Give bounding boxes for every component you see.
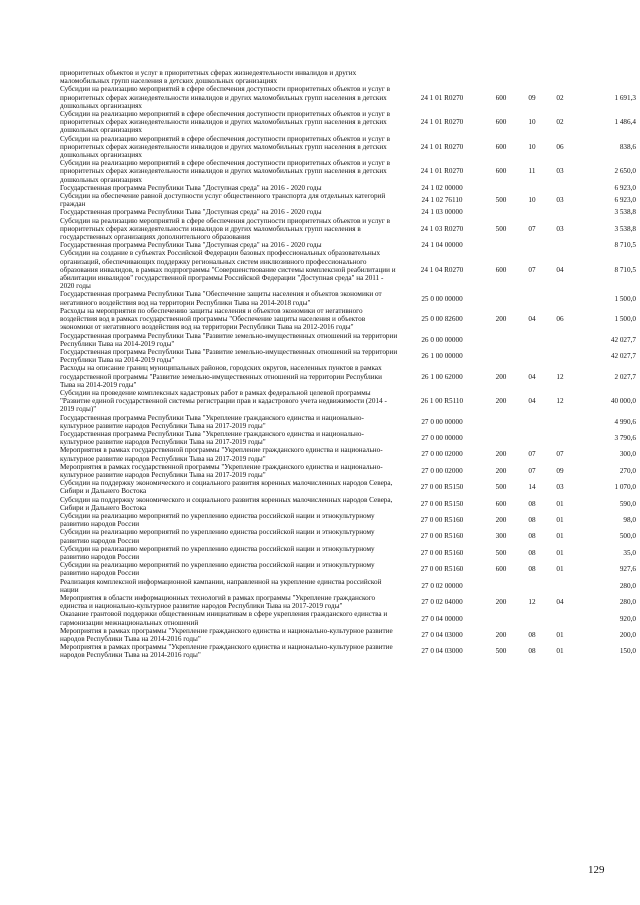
row-rz-cell: 07 (528, 265, 536, 274)
row-sum-cell: 920,0 (619, 614, 636, 623)
table-row (58, 528, 638, 544)
row-sum-cell: 150,0 (619, 647, 636, 656)
row-vr-cell: 200 (495, 516, 507, 525)
row-rz-cell: 08 (528, 532, 536, 541)
table-row (58, 627, 638, 643)
row-csr-cell: 24 1 03 R0270 (420, 224, 464, 233)
row-vr-cell: 500 (495, 647, 507, 656)
row-sum-cell: 40 000,0 (610, 397, 636, 406)
row-sum-cell: 280,0 (619, 598, 636, 607)
row-csr-cell: 27 0 00 R5160 (420, 565, 464, 574)
row-sum-cell (574, 69, 638, 85)
row-sum-cell: 500,0 (619, 532, 636, 541)
row-sum-cell: 3 790,6 (614, 434, 636, 443)
row-name-cell: Субсидии на создание в субъектах Российской Федерации базовых профессиональных образовательных организаций, обеспечивающих поддержку региональных систем инклюзивного профессионального образования инвалидов, в рамках подпрограммы "Совершенствование системы комплексной реабилитации и абилитации инвалидов" государственной программы Российской Федерации "Доступная среда" на 2011 - 2020 годы (60, 249, 396, 291)
row-rz-cell: 09 (528, 93, 536, 102)
row-sum-cell: 270,0 (619, 466, 636, 475)
row-csr-cell: 25 0 00 00000 (421, 294, 463, 303)
row-csr-cell: 27 0 00 R5150 (420, 483, 464, 492)
row-sum-cell: 42 027,7 (610, 335, 636, 344)
row-name-cell: Субсидии на поддержку экономического и социального развития коренных малочисленных народов Севера, Сибири и Дальнего Востока (60, 495, 393, 512)
row-name-cell: приоритетных объектов и услуг в приоритетных сферах жизнедеятельности инвалидов и других маломобильных групп населения в детских дошкольных организациях (60, 69, 357, 86)
row-name-cell: Оказание грантовой поддержки общественным инициативам в сфере укрепления гражданского единства и гармонизации межнациональных отношений (60, 610, 388, 627)
row-name-cell: Реализация комплексной информационной кампании, направленной на укрепление единства российской нации (60, 577, 382, 594)
row-pr-cell: 12 (556, 372, 564, 381)
row-vr-cell (484, 208, 518, 216)
row-vr-cell: 200 (495, 630, 507, 639)
row-rz-cell (518, 414, 546, 430)
row-rz-cell: 11 (528, 167, 536, 176)
row-sum-cell: 200,0 (619, 630, 636, 639)
table-row (58, 290, 638, 306)
table-row (58, 249, 638, 290)
row-vr-cell: 600 (495, 93, 507, 102)
table-row (58, 463, 638, 479)
row-csr-cell: 27 0 00 R5160 (420, 516, 464, 525)
row-name-cell: Государственная программа Республики Тыва "Обеспечение защиты населения и объектов экономики от негативного воздействия вод на территории Республики Тыва на 2014-2018 годы" (60, 290, 382, 307)
row-csr-cell: 24 1 01 R0270 (420, 118, 464, 127)
row-name-cell: Субсидии на обеспечение равной доступности услуг общественного транспорта для отдельных категорий граждан (60, 192, 386, 209)
table-row (58, 69, 638, 85)
row-pr-cell: 06 (556, 142, 564, 151)
row-vr-cell (484, 184, 518, 192)
row-pr-cell (546, 578, 574, 594)
row-pr-cell (546, 414, 574, 430)
row-pr-cell: 04 (556, 598, 564, 607)
row-rz-cell: 10 (528, 142, 536, 151)
row-pr-cell (546, 208, 574, 216)
row-vr-cell (484, 241, 518, 249)
row-sum-cell: 35,0 (623, 548, 636, 557)
row-rz-cell (518, 430, 546, 446)
row-vr-cell: 200 (495, 397, 507, 406)
row-vr-cell: 500 (495, 224, 507, 233)
row-vr-cell: 600 (495, 118, 507, 127)
row-sum-cell: 1 500,0 (614, 294, 636, 303)
row-pr-cell: 01 (556, 516, 564, 525)
row-vr-cell: 500 (495, 196, 507, 205)
row-sum-cell: 4 990,6 (614, 417, 636, 426)
row-vr-cell: 600 (495, 499, 507, 508)
row-pr-cell: 01 (556, 630, 564, 639)
row-rz-cell (518, 578, 546, 594)
row-csr-cell: 24 1 02 00000 (421, 183, 463, 192)
row-rz-cell: 04 (528, 372, 536, 381)
row-rz-cell: 08 (528, 565, 536, 574)
row-name-cell: Мероприятия в рамках программы "Укрепление гражданского единства и национально-культурное развитие народов Республики Тыва на 2014-2016 годы" (60, 643, 393, 660)
row-csr-cell: 27 0 00 02000 (421, 466, 463, 475)
row-name-cell: Мероприятия в рамках программы "Укрепление гражданского единства и национально-культурное развитие народов Республики Тыва на 2014-2016 годы" (60, 626, 393, 644)
row-name-cell: Государственная программа Республики Тыва "Развитие земельно-имущественных отношений на территории Республики Тыва на 2014-2019 годы" (60, 347, 398, 365)
row-rz-cell: 10 (528, 196, 536, 205)
row-vr-cell (484, 290, 518, 306)
row-name-cell: Мероприятия в рамках государственной программы "Укрепление гражданского единства и национально-культурное развитие народов Республики Тыва на 2017-2019 годы" (60, 462, 383, 479)
row-vr-cell: 200 (495, 450, 507, 459)
row-vr-cell: 300 (495, 532, 507, 541)
table-row (58, 135, 638, 160)
row-rz-cell (518, 290, 546, 306)
row-pr-cell: 03 (556, 167, 564, 176)
row-pr-cell: 01 (556, 499, 564, 508)
table-row (58, 561, 638, 577)
row-rz-cell: 07 (528, 450, 536, 459)
row-csr-cell: 27 0 00 00000 (421, 417, 463, 426)
row-name-cell: Государственная программа Республики Тыва "Доступная среда" на 2016 - 2020 годы (60, 241, 322, 250)
row-sum-cell: 6 923,0 (614, 183, 636, 192)
table-row (58, 85, 638, 110)
row-sum-cell: 1 486,4 (614, 118, 636, 127)
budget-table-body (58, 69, 638, 660)
table-row (58, 217, 638, 242)
table-row (58, 479, 638, 495)
row-csr-cell: 27 0 00 00000 (421, 434, 463, 443)
row-csr-cell: 24 1 02 76110 (421, 196, 463, 205)
table-row (58, 496, 638, 512)
row-name-cell: Субсидии на реализацию мероприятий в сфере обеспечения доступности приоритетных объектов и услуг в приоритетных сферах жизнедеятельности инвалидов и других маломобильных групп населения в детских дошкольных организациях (60, 134, 390, 160)
row-pr-cell: 07 (556, 450, 564, 459)
row-vr-cell (484, 348, 518, 364)
row-name-cell: Субсидии на реализацию мероприятий по укреплению единства российской нации и этнокультурному развитию народов России (60, 528, 375, 545)
row-rz-cell (518, 332, 546, 348)
row-vr-cell (484, 610, 518, 626)
row-pr-cell (546, 69, 574, 85)
row-csr-cell: 24 1 04 00000 (421, 241, 463, 250)
table-row (58, 389, 638, 414)
row-csr-cell: 24 1 03 00000 (421, 208, 463, 217)
row-pr-cell: 01 (556, 548, 564, 557)
row-vr-cell (484, 414, 518, 430)
row-sum-cell: 42 027,7 (610, 352, 636, 360)
row-vr-cell: 200 (495, 598, 507, 607)
row-vr-cell: 200 (495, 466, 507, 475)
row-rz-cell (518, 610, 546, 626)
row-rz-cell: 12 (528, 598, 536, 607)
row-rz-cell (518, 184, 546, 192)
row-csr-cell: 27 0 02 04000 (421, 598, 463, 607)
row-pr-cell: 12 (556, 397, 564, 406)
row-sum-cell: 2 650,0 (614, 167, 636, 176)
row-name-cell: Государственная программа Республики Тыва "Доступная среда" на 2016 - 2020 годы (60, 183, 322, 192)
row-name-cell: Государственная программа Республики Тыва "Развитие земельно-имущественных отношений на территории Республики Тыва на 2014-2019 годы" (60, 331, 398, 348)
row-sum-cell: 3 538,8 (614, 224, 636, 233)
table-row (58, 348, 638, 364)
row-rz-cell: 04 (528, 315, 536, 324)
row-vr-cell: 200 (495, 372, 507, 381)
row-pr-cell (546, 184, 574, 192)
row-vr-cell: 600 (495, 565, 507, 574)
row-pr-cell: 06 (556, 315, 564, 324)
row-csr-cell: 24 1 01 R0270 (420, 93, 464, 102)
row-sum-cell: 280,0 (619, 581, 636, 590)
row-csr-cell: 24 1 01 R0270 (420, 142, 464, 151)
row-sum-cell: 1 070,0 (614, 483, 636, 492)
row-sum-cell: 8 710,5 (614, 265, 636, 274)
row-sum-cell: 927,6 (619, 565, 636, 574)
row-csr-cell: 27 0 00 R5160 (420, 532, 464, 541)
row-csr-cell: 24 1 01 R0270 (420, 167, 464, 176)
row-pr-cell: 02 (556, 118, 564, 127)
row-csr-cell: 25 0 00 82600 (421, 315, 463, 324)
row-name-cell: Субсидии на поддержку экономического и социального развития коренных малочисленных народов Севера, Сибири и Дальнего Востока (60, 479, 393, 496)
row-pr-cell: 03 (556, 196, 564, 205)
table-row (58, 545, 638, 561)
row-sum-cell: 3 538,8 (614, 208, 636, 217)
row-pr-cell: 03 (556, 224, 564, 233)
table-row (58, 610, 638, 626)
row-rz-cell (518, 241, 546, 249)
table-row (58, 192, 638, 208)
row-csr-cell: 27 0 00 R5160 (420, 548, 464, 557)
table-row (58, 414, 638, 430)
row-pr-cell: 04 (556, 265, 564, 274)
table-row (58, 307, 638, 332)
row-vr-cell: 500 (495, 483, 507, 492)
row-sum-cell: 1 500,0 (614, 315, 636, 324)
row-sum-cell: 98,0 (623, 516, 636, 525)
row-rz-cell: 08 (528, 647, 536, 656)
row-pr-cell: 01 (556, 532, 564, 541)
row-pr-cell (546, 290, 574, 306)
row-pr-cell: 09 (556, 466, 564, 475)
table-row (58, 446, 638, 462)
row-csr-cell: 27 0 04 03000 (421, 647, 463, 656)
row-vr-cell: 600 (495, 142, 507, 151)
table-row (58, 110, 638, 135)
row-pr-cell: 01 (556, 565, 564, 574)
row-rz-cell: 08 (528, 499, 536, 508)
page-number: 129 (588, 864, 605, 876)
row-rz-cell (518, 69, 546, 85)
table-row (58, 241, 638, 249)
row-csr-cell: 27 0 00 R5150 (420, 499, 464, 508)
row-rz-cell: 04 (528, 397, 536, 406)
row-csr-cell: 27 0 04 03000 (421, 630, 463, 639)
table-row (58, 578, 638, 594)
row-pr-cell (546, 241, 574, 249)
row-pr-cell (546, 348, 574, 364)
table-row (58, 184, 638, 192)
row-pr-cell (546, 610, 574, 626)
row-vr-cell (484, 578, 518, 594)
row-name-cell: Расходы на описание границ муниципальных районов, городских округов, населенных пунктов в рамках государственной программы "Развитие земельно-имущественных отношений на территории Республики Тыва на 2014-2019 годы" (60, 364, 382, 389)
row-name-cell: Субсидии на проведение комплексных кадастровых работ в рамках федеральной целевой программы "Развитие единой государственной системы регистрации прав и кадастрового учета недвижимости (2014 - 2019 годы)" (60, 388, 387, 414)
table-row (58, 208, 638, 216)
row-vr-cell (484, 430, 518, 446)
row-pr-cell: 03 (556, 483, 564, 492)
row-vr-cell: 500 (495, 548, 507, 557)
row-csr-cell: 26 1 00 00000 (421, 352, 463, 360)
row-pr-cell (546, 332, 574, 348)
table-row (58, 512, 638, 528)
row-name-cell: Субсидии на реализацию мероприятий по укреплению единства российской нации и этнокультурному развитию народов России (60, 544, 375, 561)
row-vr-cell: 600 (495, 265, 507, 274)
row-sum-cell: 6 923,0 (614, 196, 636, 205)
row-csr-cell: 24 1 04 R0270 (420, 265, 464, 274)
row-csr-cell: 27 0 04 00000 (421, 614, 463, 623)
table-row (58, 159, 638, 184)
row-sum-cell: 2 027,7 (614, 372, 636, 381)
row-name-cell: Мероприятия в области информационных технологий в рамках программы "Укрепление гражданского единства и национально-культурное развитие народов Республики Тыва на 2017-2019 годы" (60, 594, 376, 611)
row-name-cell: Расходы на мероприятия по обеспечению защиты населения и объектов экономики от негативного воздействия вод в рамках государственной программы "Обеспечение защиты населения и объектов экономики от негативного воздействия вод на территории Республики Тыва на 2012-2016 годы" (60, 306, 366, 332)
row-name-cell: Субсидии на реализацию мероприятий по укреплению единства российской нации и этнокультурному развитию народов России (60, 511, 375, 529)
row-rz-cell: 14 (528, 483, 536, 492)
row-name-cell: Государственная программа Республики Тыва "Укрепление гражданского единства и национально-культурное развитие народов Республики Тыва на 2017-2019 годы" (60, 413, 364, 430)
row-pr-cell: 01 (556, 647, 564, 656)
row-rz-cell: 08 (528, 630, 536, 639)
budget-table (58, 69, 638, 660)
row-csr-cell (400, 69, 484, 85)
table-row (58, 643, 638, 659)
row-rz-cell: 07 (528, 466, 536, 475)
row-csr-cell: 26 0 00 00000 (421, 335, 463, 344)
row-csr-cell: 27 0 02 00000 (421, 581, 463, 590)
table-row (58, 430, 638, 446)
row-rz-cell: 10 (528, 118, 536, 127)
table-row (58, 332, 638, 348)
row-rz-cell: 07 (528, 224, 536, 233)
row-vr-cell: 200 (495, 315, 507, 324)
row-name-cell: Субсидии на реализацию мероприятий в сфере обеспечения доступности приоритетных объектов и услуг в приоритетных сферах жизнедеятельности инвалидов и других маломобильных групп населения в детских дошкольных организациях (60, 159, 390, 184)
row-rz-cell: 08 (528, 516, 536, 525)
table-row (58, 364, 638, 389)
row-csr-cell: 27 0 00 02000 (421, 450, 463, 459)
row-csr-cell: 26 1 00 R5110 (420, 397, 464, 406)
row-name-cell: Субсидии на реализацию мероприятий в сфере обеспечения доступности приоритетных объектов и услуг в приоритетных сферах жизнедеятельности инвалидов и других маломобильных групп населения в государственных организациях дополнительного образования (60, 216, 390, 242)
row-rz-cell (518, 208, 546, 216)
table-row (58, 594, 638, 610)
row-name-cell: Субсидии на реализацию мероприятий в сфере обеспечения доступности приоритетных объектов и услуг в приоритетных сферах жизнедеятельности инвалидов и других маломобильных групп населения в детских дошкольных организациях (60, 85, 390, 110)
row-rz-cell (518, 348, 546, 364)
row-sum-cell: 1 691,3 (614, 93, 636, 102)
row-name-cell: Субсидии на реализацию мероприятий по укреплению единства российской нации и этнокультурному развитию народов России (60, 561, 375, 578)
row-csr-cell: 26 1 00 62000 (421, 372, 463, 381)
row-sum-cell: 300,0 (619, 450, 636, 459)
row-pr-cell (546, 430, 574, 446)
row-vr-cell: 600 (495, 167, 507, 176)
row-vr-cell (484, 69, 518, 85)
row-name-cell: Государственная программа Республики Тыва "Доступная среда" на 2016 - 2020 годы (60, 208, 322, 217)
row-pr-cell: 02 (556, 93, 564, 102)
row-sum-cell: 8 710,5 (614, 241, 636, 250)
row-name-cell: Государственная программа Республики Тыва "Укрепление гражданского единства и национально-культурное развитие народов Республики Тыва на 2017-2019 годы" (60, 429, 364, 447)
row-vr-cell (484, 332, 518, 348)
row-name-cell: Субсидии на реализацию мероприятий в сфере обеспечения доступности приоритетных объектов и услуг в приоритетных сферах жизнедеятельности инвалидов и других маломобильных групп населения в детских дошкольных организациях (60, 110, 390, 135)
row-sum-cell: 590,0 (619, 499, 636, 508)
row-rz-cell: 08 (528, 548, 536, 557)
row-name-cell: Мероприятия в рамках государственной программы "Укрепление гражданского единства и национально-культурное развитие народов Республики Тыва на 2017-2019 годы" (60, 446, 383, 463)
row-sum-cell: 838,6 (619, 142, 636, 151)
